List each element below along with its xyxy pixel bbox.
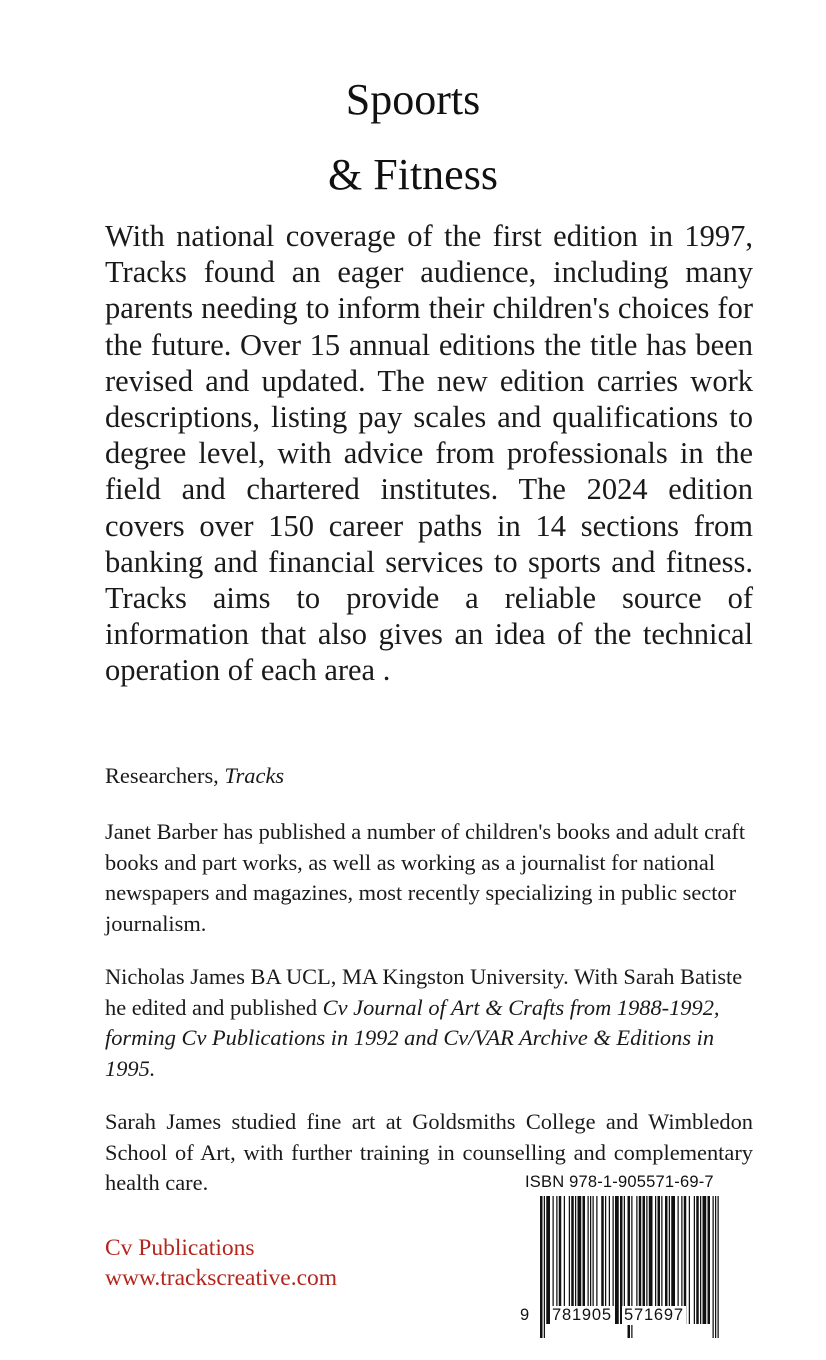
- bio-nicholas-italic: Cv Journal of Art & Crafts from 1988-1992, forming Cv Publications in 1992 and Cv/VAR Archive & Editions in 1995.: [105, 994, 720, 1081]
- barcode: [518, 1170, 723, 1350]
- bio-nicholas-plain: Nicholas James BA UCL, MA Kingston University. With Sarah Batiste he edited and published: [105, 964, 743, 1020]
- researchers-credit: [105, 761, 755, 792]
- isbn-label: ISBN 978-1-905571-69-7: [525, 1173, 714, 1191]
- book-title-line-1: Spoorts: [345, 75, 481, 124]
- researchers-title: Tracks: [224, 763, 285, 788]
- book-title-line-2: & Fitness: [328, 150, 498, 199]
- publisher-url: www.trackscreative.com: [105, 1265, 338, 1291]
- researchers-label: Researchers,: [105, 763, 219, 788]
- bio-nicholas-james: [105, 962, 755, 1084]
- barcode-digits-right: 571697: [624, 1306, 684, 1324]
- publisher-name: Cv Publications: [105, 1235, 255, 1261]
- bio-sarah-james: Sarah James studied fine art at Goldsmiths College and Wimbledon School of Art, with further training in counselling and complementary health care.: [105, 1109, 753, 1195]
- barcode-digits-left: 781905: [552, 1306, 612, 1324]
- barcode-digit-first: 9: [520, 1306, 530, 1324]
- blurb-paragraph: With national coverage of the first edition in 1997, Tracks found an eager audience, including many parents needing to inform their children's choices for the future. Over 15 annual editions the title has been revised and updated. The new edition carries work descriptions, listing pay scales and qualifications to degree level, with advice from professionals in the field and chartered institutes. The 2024 edition covers over 150 career paths in 14 sections from banking and financial services to sports and fitness. Tracks aims to provide a reliable source of information that also gives an idea of the technical operation of each area .: [105, 219, 753, 688]
- barcode-digits: [518, 1304, 723, 1328]
- bio-janet-barber: Janet Barber has published a number of children's books and adult craft books and part works, as well as working as a journalist for national newspapers and magazines, most recently specializing in public sector journalism.: [105, 819, 746, 936]
